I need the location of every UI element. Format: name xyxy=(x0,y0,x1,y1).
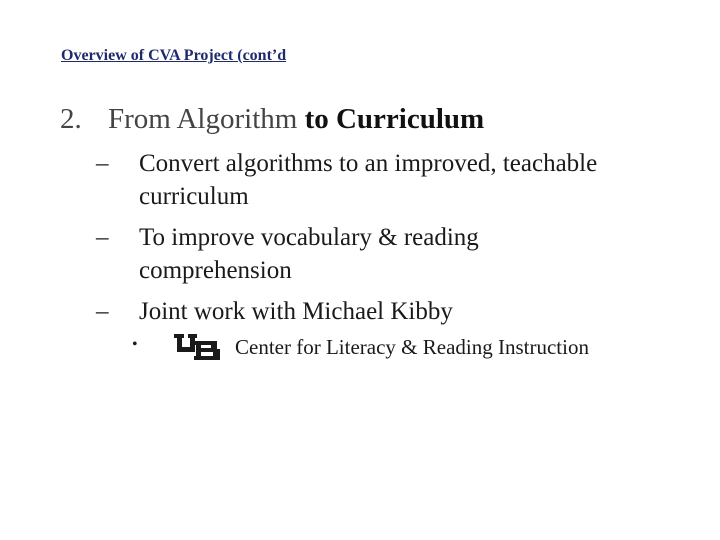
sub-point-2 xyxy=(96,221,559,287)
main-point-lead: From Algorithm xyxy=(108,103,298,135)
sub-point-1 xyxy=(96,147,679,213)
dash-marker: – xyxy=(96,150,109,177)
sub-point-text: Convert algorithms to an improved, teachable curriculum xyxy=(139,150,598,210)
slide-title: Overview of CVA Project (cont’d xyxy=(61,47,287,64)
sub-sub-point-text: Center for Literacy & Reading Instruction xyxy=(235,335,589,359)
main-point xyxy=(60,103,484,136)
main-point-number: 2. xyxy=(60,103,82,135)
main-point-emphasis: to Curriculum xyxy=(304,103,485,135)
sub-point-text: Joint work with Michael Kibby xyxy=(139,298,453,325)
bullet-marker: • xyxy=(132,336,138,353)
sub-point-3 xyxy=(96,295,679,328)
ub-logo-icon xyxy=(174,332,224,360)
dash-marker: – xyxy=(96,298,109,325)
sub-point-text: To improve vocabulary & reading comprehension xyxy=(139,224,479,284)
dash-marker: – xyxy=(96,224,109,251)
